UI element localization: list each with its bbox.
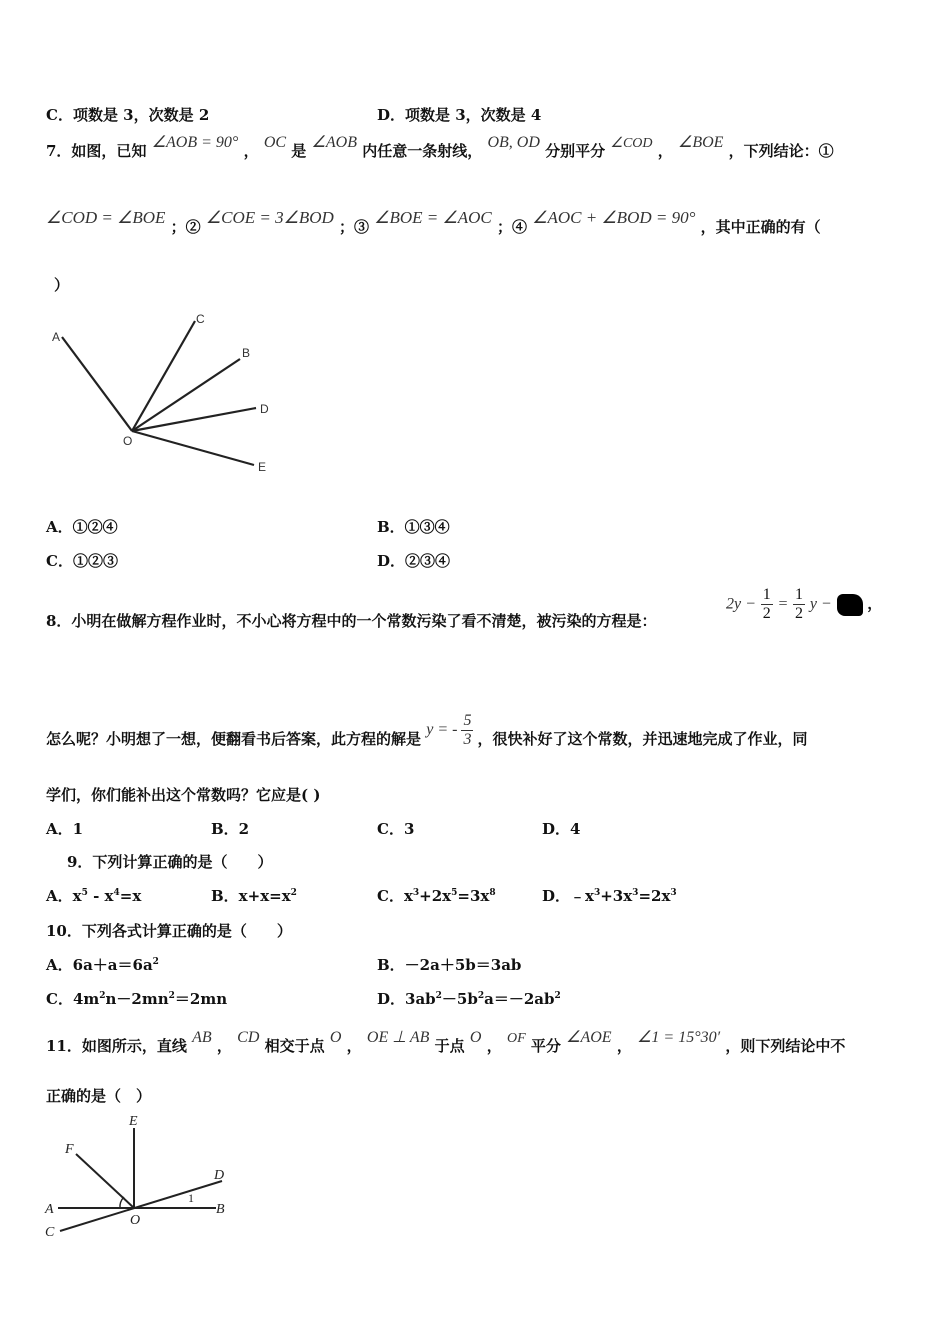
q10-title: 10．下列各式计算正确的是（ ） <box>46 922 292 940</box>
label-o: O <box>130 1213 141 1228</box>
label-a: A <box>45 1202 54 1217</box>
q7-angle-figure <box>40 305 290 485</box>
q9-option-c: C．$x^3+2x^5=3x^8$ <box>377 887 496 905</box>
q6-option-d: D．项数是 3，次数是 4 <box>377 106 542 124</box>
math-solution: y = - $\frac{5}{3}$ <box>426 712 472 748</box>
q9-title: 9．下列计算正确的是（ ） <box>67 853 273 871</box>
q10-option-a: A．$6a+a=6a^2$ <box>46 956 159 974</box>
label-f: F <box>65 1142 74 1157</box>
q7-option-d: D．②③④ <box>377 552 451 570</box>
q10-option-d: D．$3ab^2-5b^2a=-2ab^2$ <box>377 990 561 1008</box>
label-o: O <box>123 434 133 448</box>
q11-lines-figure <box>40 1110 240 1240</box>
q8-line2: 怎么呢？小明想了一想，便翻看书后答案，此方程的解是 y = - $\frac{5}{3}$ ，很快补好了这个常数，并迅速地完成了作业，同 <box>46 712 808 749</box>
label-d: D <box>214 1168 225 1183</box>
q7-option-c: C．①②③ <box>46 552 118 570</box>
q6-option-c: C．项数是 3，次数是 2 <box>46 106 210 124</box>
math-cod: ∠COD <box>610 136 653 151</box>
fraction-half-2: $\frac{1}{2}$ <box>795 586 804 622</box>
math-boe: ∠BOE <box>677 134 724 151</box>
q11-line2: 正确的是（ ） <box>46 1087 152 1105</box>
label-angle-1: 1 <box>188 1191 194 1205</box>
ray-of <box>76 1154 134 1208</box>
q8-option-a: A．1 <box>46 820 84 838</box>
label-e: E <box>258 460 267 474</box>
ray-oa <box>62 337 132 431</box>
q9-option-b: B．$x+x=x^2$ <box>211 887 297 905</box>
ray-oc <box>132 321 195 431</box>
q8-smudged-equation: 2y − $\frac{1}{2}$ = $\frac{1}{2}$ y − ， <box>726 586 883 622</box>
label-d: D <box>260 402 269 416</box>
q11-line1: 11．如图所示，直线 AB ， CD 相交于点 O ， OE ⊥ AB 于点 O ， OF 平分 ∠AOE ， ∠1 = 15°30′ ，则下列结论中不 <box>46 1029 846 1055</box>
label-b: B <box>216 1202 225 1217</box>
q9-option-a: A．$x^5 - x^4=x$ <box>46 887 142 905</box>
math-aoc-plus-bod: ∠AOC + ∠BOD = 90° <box>532 208 696 227</box>
q7-line3: ） <box>54 276 70 294</box>
q10-option-b: B．－2a＋5b＝3ab <box>377 956 522 974</box>
math-aob-90: ∠AOB = 90° <box>151 134 239 151</box>
math-boe-eq-aoc: ∠BOE = ∠AOC <box>374 208 492 227</box>
ray-oe <box>132 431 254 465</box>
q7-line1: 7．如图，已知 ∠AOB = 90° ， OC 是 ∠AOB 内任意一条射线， OB, OD 分别平分 ∠COD ， ∠BOE ，下列结论：① <box>46 134 834 160</box>
q7-line2: ∠COD = ∠BOE ；② ∠COE = 3∠BOD ；③ ∠BOE = ∠AOC ；④ ∠AOC + ∠BOD = 90° ，其中正确的有（ <box>46 208 821 236</box>
label-c: C <box>196 312 205 326</box>
label-c: C <box>45 1225 55 1240</box>
math-cod-eq-boe: ∠COD = ∠BOE <box>46 208 166 227</box>
q7-option-a: A．①②④ <box>46 518 118 536</box>
q8-line3: 学们，你们能补出这个常数吗？它应是( ) <box>46 786 321 804</box>
q8-option-b: B．2 <box>211 820 250 838</box>
label-e: E <box>129 1114 138 1129</box>
ink-smudge <box>837 594 863 616</box>
math-coe-eq-3bod: ∠COE = 3∠BOD <box>205 208 334 227</box>
math-aob: ∠AOB <box>311 134 357 151</box>
math-oc: OC <box>263 134 287 151</box>
q7-option-b: B．①③④ <box>377 518 450 536</box>
q9-option-d: D．$﹣x^3+3x^3=2x^3$ <box>542 887 677 905</box>
line-cd <box>60 1181 222 1231</box>
label-b: B <box>242 346 251 360</box>
fraction-five-thirds: $\frac{5}{3}$ <box>463 712 472 748</box>
label-a: A <box>52 330 61 344</box>
q8-option-d: D．4 <box>542 820 581 838</box>
q10-option-c: C．$4m^2n-2mn^2=2mn$ <box>46 990 228 1008</box>
angle-arc <box>120 1197 124 1208</box>
q8-option-c: C．3 <box>377 820 415 838</box>
fraction-half-1: $\frac{1}{2}$ <box>762 586 771 622</box>
q8-line1: 8．小明在做解方程作业时，不小心将方程中的一个常数污染了看不清楚，被污染的方程是： <box>46 612 657 630</box>
math-ob-od: OB, OD <box>487 134 540 151</box>
